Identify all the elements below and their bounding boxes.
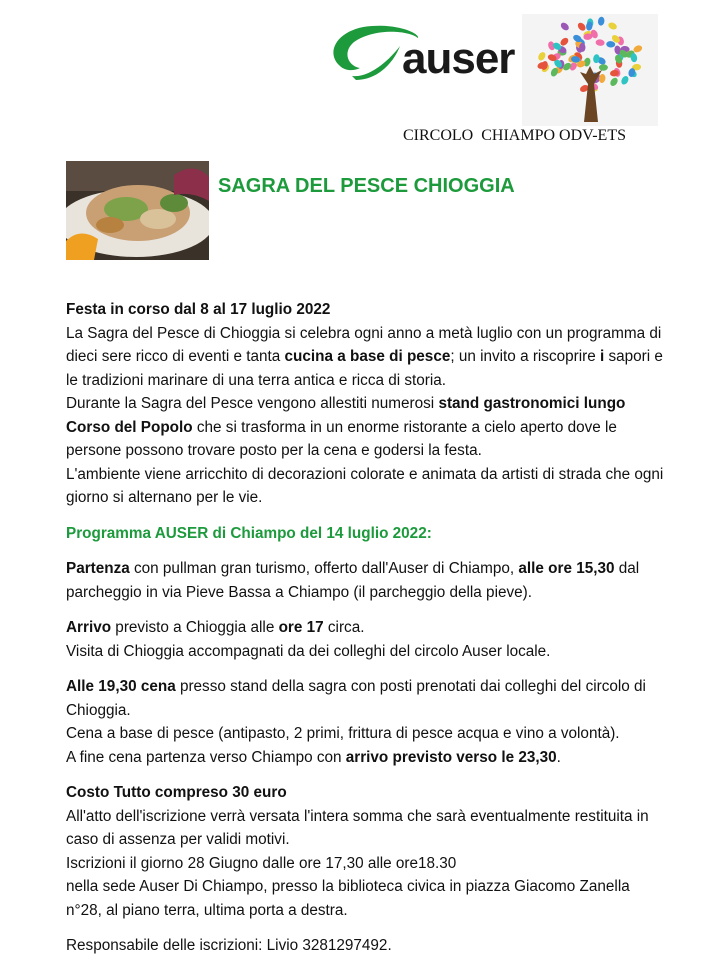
intro-paragraph-3: L'ambiente viene arricchito di decorazioni colorate e animata da artisti di strada che ogni giorno si alternano per le vie. bbox=[66, 465, 664, 506]
costo-heading: Costo Tutto compreso 30 euro bbox=[66, 784, 287, 801]
auser-wordmark: auser bbox=[402, 34, 515, 83]
costo-line-1: All'atto dell'iscrizione verrà versata l'intera somma che sarà eventualmente restituita in caso di assenza per validi motivi. bbox=[66, 807, 649, 848]
visita-line: Visita di Chioggia accompagnati da dei colleghi del circolo Auser locale. bbox=[66, 642, 551, 660]
intro-paragraph-1: La Sagra del Pesce di Chioggia si celebra ogni anno a metà luglio con un programma di dieci sere ricco di eventi e tanta cucina a base di pesce; un invito a riscoprire i sapori e le tradizioni marinare di una terra antica e ricca di storia. bbox=[66, 324, 663, 389]
intro-paragraph-2: Durante la Sagra del Pesce vengono allestiti numerosi stand gastronomici lungo Corso del Popolo che si trasforma in un enorme ristorante a cielo aperto dove le persone possono trovare posto per la cena e godersi la festa. bbox=[66, 395, 626, 459]
costo-line-3: nella sede Auser Di Chiampo, presso la biblioteca civica in piazza Giacomo Zanella n°28, al piano terra, ultima porta a destra. bbox=[66, 878, 630, 919]
circolo-name: CIRCOLO CHIAMPO ODV-ETS bbox=[403, 127, 626, 144]
responsabile-line: Responsabile delle iscrizioni: Livio 3281297492. bbox=[66, 937, 392, 954]
costo-line-2: Iscrizioni il giorno 28 Giugno dalle ore 17,30 alle ore18.30 bbox=[66, 854, 457, 872]
festa-dates: Festa in corso dal 8 al 17 luglio 2022 bbox=[66, 301, 331, 318]
auser-logo bbox=[322, 18, 517, 90]
cena-paragraph: Alle 19,30 cena presso stand della sagra con posti prenotati dai colleghi del circolo di Chioggia. bbox=[66, 678, 646, 719]
ritorno-line: A fine cena partenza verso Chiampo con arrivo previsto verso le 23,30. bbox=[66, 748, 561, 766]
document-body bbox=[66, 298, 666, 958]
fish-dish-photo bbox=[66, 161, 209, 260]
tree-of-hands-image bbox=[522, 14, 658, 126]
program-heading: Programma AUSER di Chiampo del 14 luglio 2022: bbox=[66, 524, 432, 542]
cena-menu-line: Cena a base di pesce (antipasto, 2 primi, frittura di pesce acqua e vino a volontà). bbox=[66, 725, 620, 742]
partenza-paragraph: Partenza con pullman gran turismo, offerto dall'Auser di Chiampo, alle ore 15,30 dal parcheggio in via Pieve Bassa a Chiampo (il parcheggio della pieve). bbox=[66, 560, 640, 601]
arrivo-paragraph: Arrivo previsto a Chioggia alle ore 17 circa. bbox=[66, 619, 365, 636]
page-title: SAGRA DEL PESCE CHIOGGIA bbox=[218, 175, 515, 197]
